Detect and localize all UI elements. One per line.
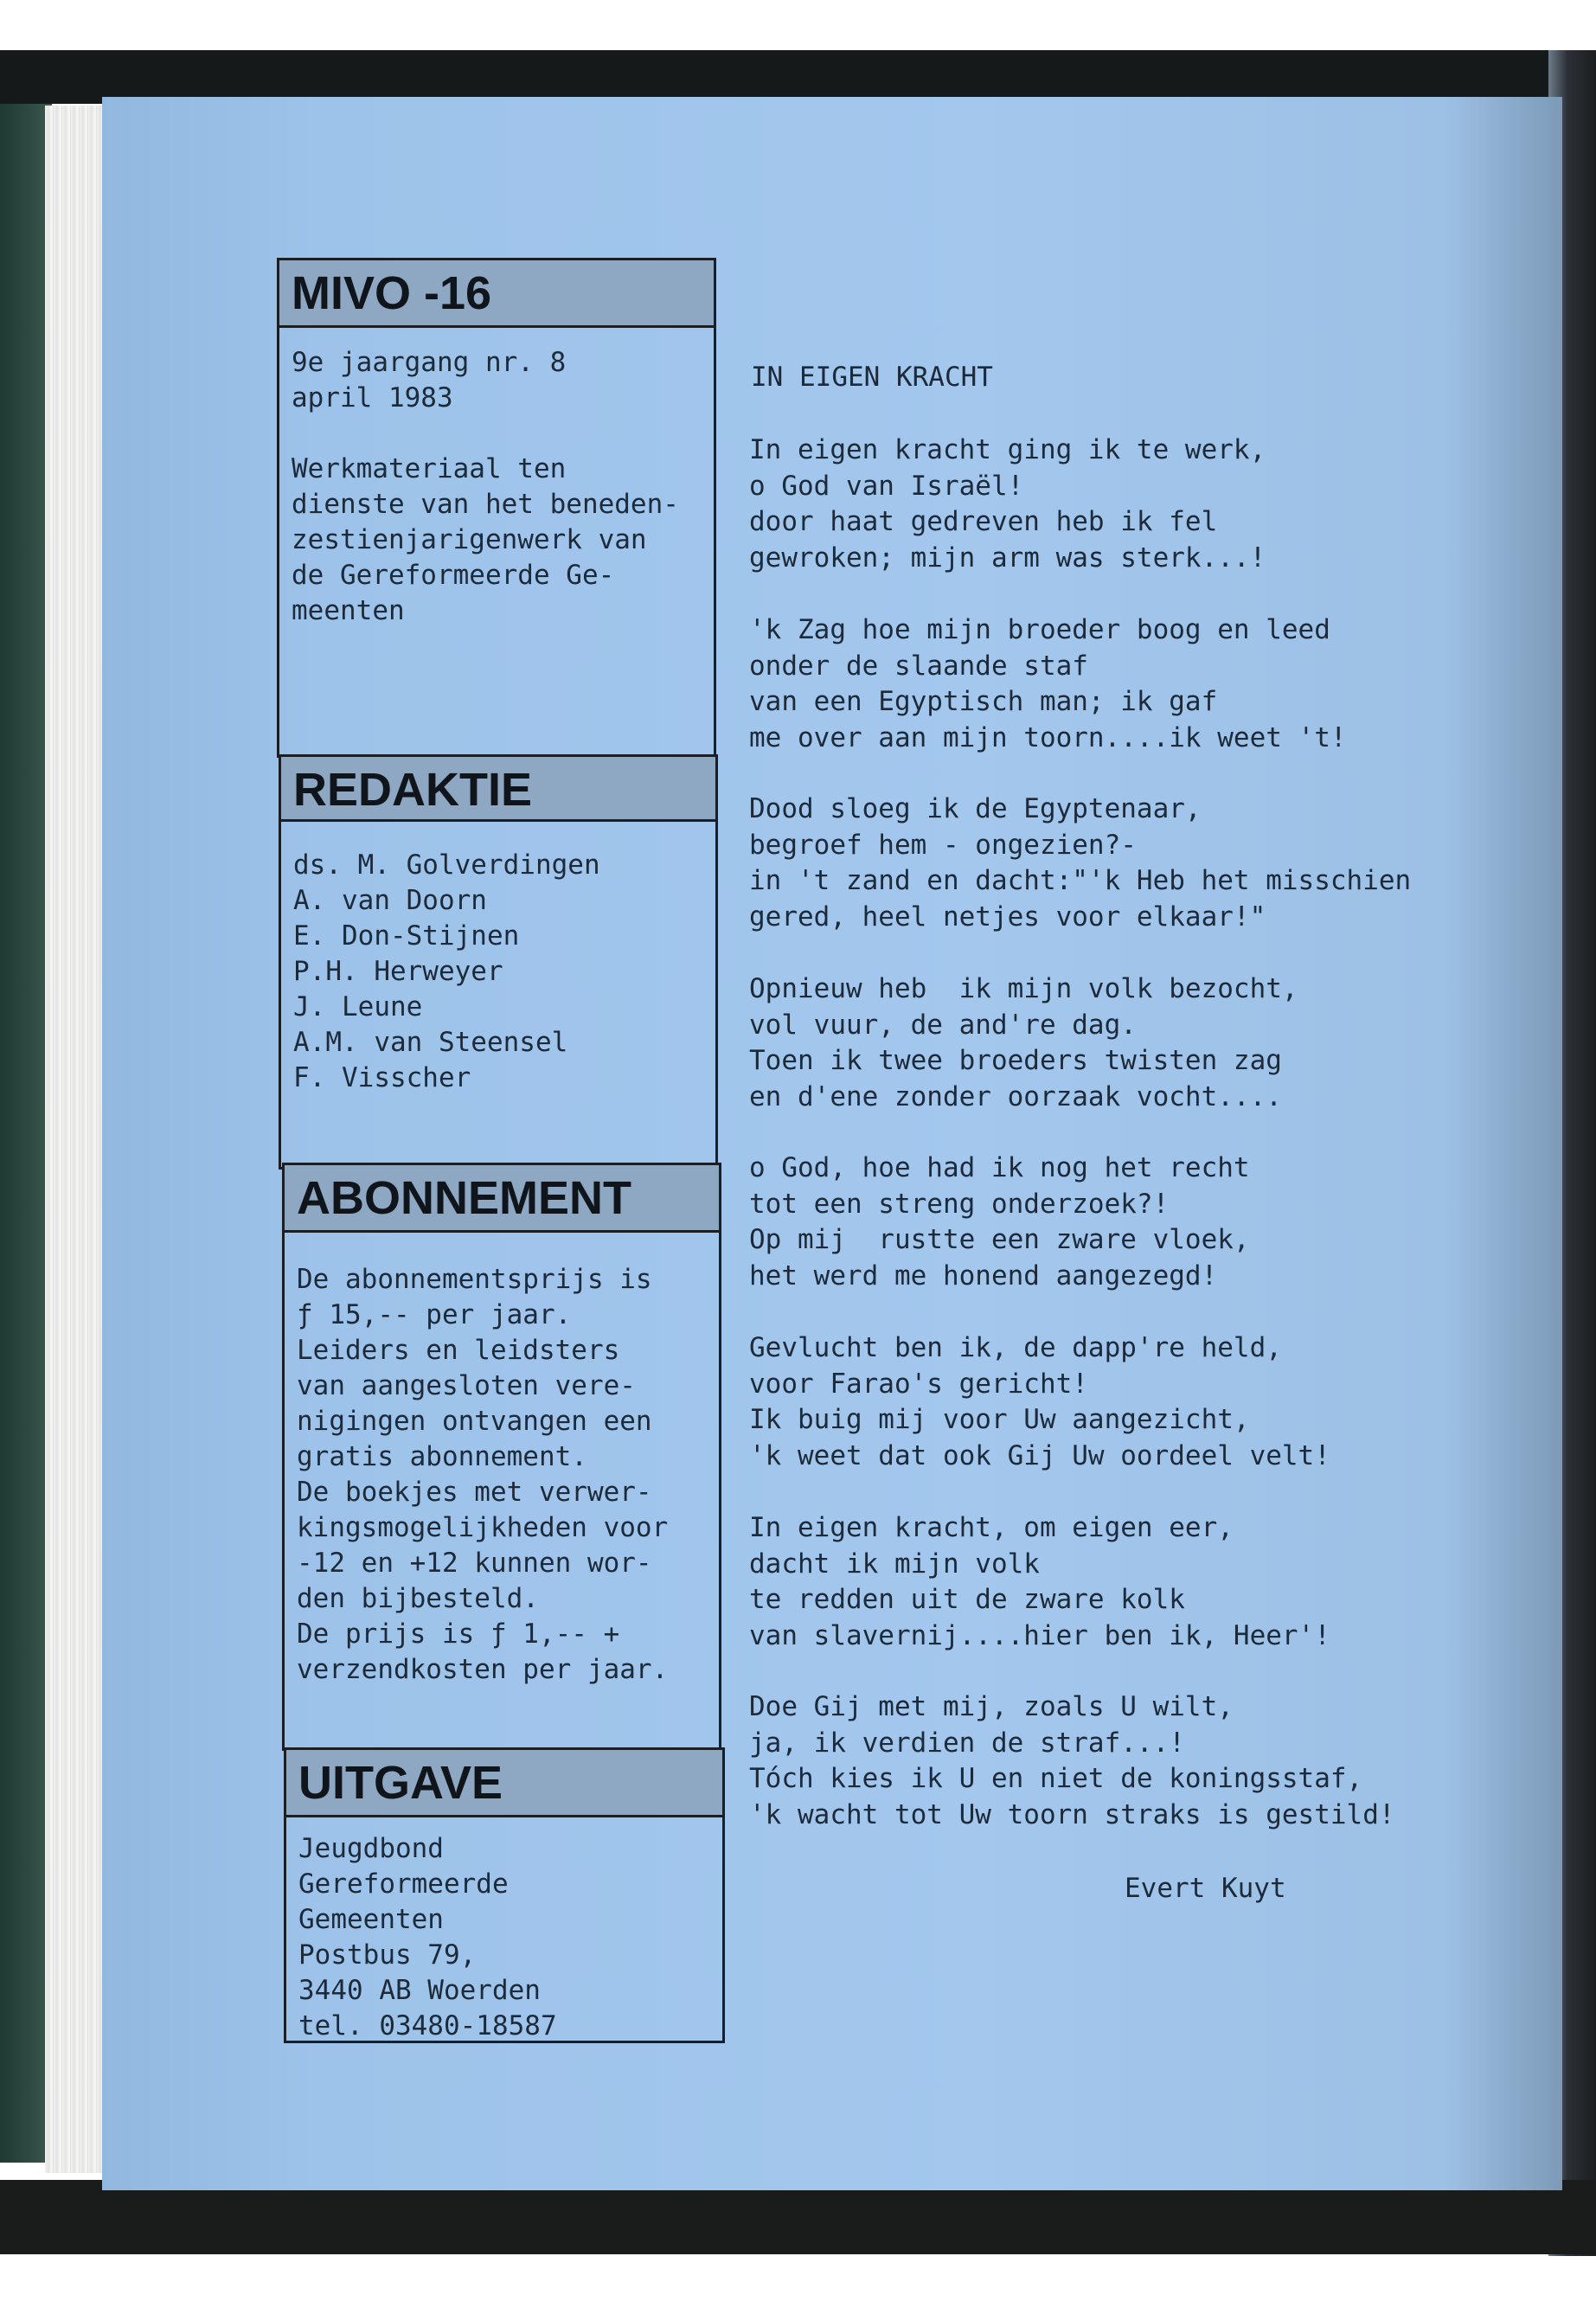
redaktie-box (279, 754, 718, 1170)
uitgave-box (284, 1747, 725, 2043)
poem-author: Evert Kuyt (1125, 1873, 1286, 1904)
poem-line: gered, heel netjes voor elkaar!" (749, 901, 1266, 933)
poem-line: Opnieuw heb ik mijn volk bezocht, (749, 973, 1298, 1004)
poem-line: begroef hem - ongezien?- (749, 829, 1137, 861)
poem-line: o God van Israël! (749, 470, 1024, 502)
uitgave-title: UITGAVE (286, 1750, 722, 1817)
poem-line: o God, hoe had ik nog het recht (749, 1152, 1250, 1183)
abonnement-title: ABONNEMENT (285, 1165, 719, 1233)
poem-line: Dood sloeg ik de Egyptenaar, (749, 793, 1202, 824)
poem-line: ja, ik verdien de straf...! (749, 1727, 1185, 1759)
scanner-top-edge (0, 50, 1596, 104)
poem-line: onder de slaande staf (749, 650, 1088, 682)
poem-line: Tóch kies ik U en niet de koningsstaf, (749, 1763, 1363, 1794)
stanza (749, 433, 1266, 576)
poem-line: dacht ik mijn volk (749, 1548, 1040, 1580)
stanza (749, 1689, 1395, 1833)
stanza (749, 612, 1347, 756)
uitgave-body: Jeugdbond Gereformeerde Gemeenten Postbus 79, 3440 AB Woerden tel. 03480-18587 (298, 1833, 557, 2041)
poem-line: tot een streng onderzoek?! (749, 1188, 1170, 1220)
poem-line: voor Farao's gericht! (749, 1368, 1088, 1400)
poem-line: gewroken; mijn arm was sterk...! (749, 542, 1266, 574)
poem-line: 'k wacht tot Uw toorn straks is gestild! (749, 1798, 1395, 1830)
poem-line: 'k weet dat ook Gij Uw oordeel velt! (749, 1439, 1330, 1471)
poem-line: In eigen kracht ging ik te werk, (749, 434, 1266, 465)
poem-line: het werd me honend aangezegd! (749, 1259, 1218, 1292)
poem-line: van een Egyptisch man; ik gaf (749, 686, 1218, 717)
poem-line: Ik buig mij voor Uw aangezicht, (749, 1404, 1250, 1435)
poem-line: Gevlucht ben ik, de dapp're held, (749, 1332, 1282, 1363)
stanza (749, 1150, 1250, 1294)
poem-line: 'k Zag hoe mijn broeder boog en leed (749, 614, 1330, 645)
poem-line: Doe Gij met mij, zoals U wilt, (749, 1691, 1234, 1722)
poem-line: Op mij rustte een zware vloek, (749, 1224, 1250, 1255)
poem-line: me over aan mijn toorn....ik weet 't! (749, 721, 1347, 753)
poem-line: en d'ene zonder oorzaak vocht.... (749, 1080, 1282, 1112)
stanza (749, 971, 1298, 1115)
poem-line: Toen ik twee broeders twisten zag (749, 1045, 1282, 1076)
redaktie-title: REDAKTIE (281, 754, 715, 822)
book-binding (0, 104, 52, 2163)
poem-line: van slavernij....hier ben ik, Heer'! (749, 1619, 1330, 1651)
stanza (749, 1510, 1330, 1654)
poem-line: te redden uit de zware kolk (749, 1584, 1185, 1615)
abonnement-box (282, 1163, 721, 1751)
mivo-title: MIVO -16 (279, 260, 714, 328)
scanner-bottom-edge (0, 2180, 1596, 2254)
poem-title: IN EIGEN KRACHT (751, 362, 993, 393)
poem-line: vol vuur, de and're dag. (749, 1009, 1137, 1041)
stanza (749, 1330, 1330, 1474)
mivo-body: 9e jaargang nr. 8 april 1983 Werkmateriaal ten dienste van het beneden- zestienjarigenwerk van de Gereformeerde Ge- meenten (292, 347, 679, 626)
mivo-box (277, 258, 716, 758)
stanza (749, 792, 1411, 935)
poem-line: in 't zand en dacht:"'k Heb het misschien (749, 865, 1412, 896)
poem-line: door haat gedreven heb ik fel (749, 506, 1218, 537)
poem-line: In eigen kracht, om eigen eer, (749, 1512, 1234, 1543)
redaktie-body: ds. M. Golverdingen A. van Doorn E. Don-Stijnen P.H. Herweyer J. Leune A.M. van Steensel F. Visscher (293, 849, 600, 1093)
abonnement-body: De abonnementsprijs is ƒ 15,-- per jaar. Leiders en leidsters van aangesloten vere- nigingen ontvangen een gratis abonnement. De boekjes met verwer- kingsmogelijkheden voor -12 en +12 kunnen wor- den bijbesteld. De prijs is ƒ 1,-- + verzendkosten per jaar. (297, 1264, 669, 1685)
